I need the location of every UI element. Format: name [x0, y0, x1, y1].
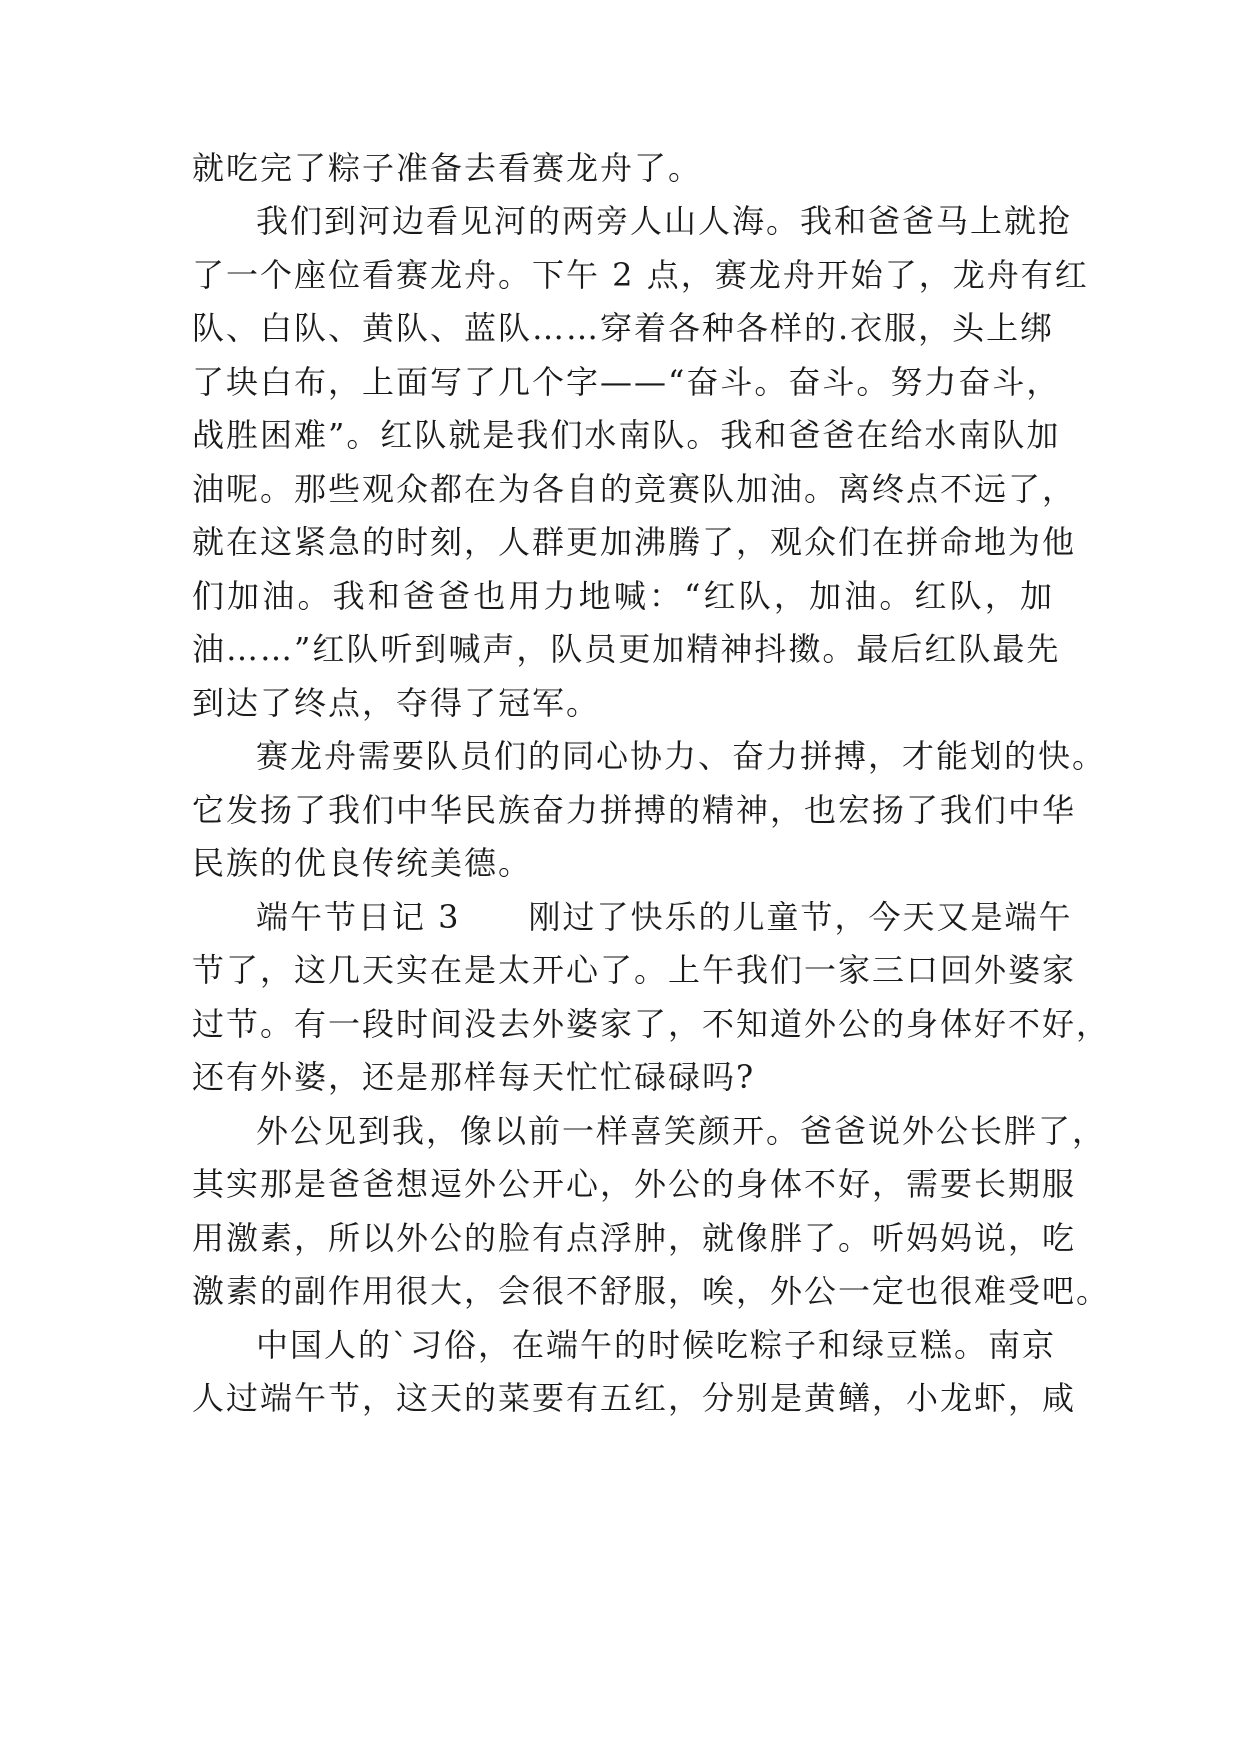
- text-line: 战胜困难”。红队就是我们水南队。我和爸爸在给水南队加: [192, 416, 1061, 454]
- text-line: 了一个座位看赛龙舟。下午 2 点，赛龙舟开始了，龙舟有红: [192, 256, 1089, 294]
- text-line: 它发扬了我们中华民族奋力拼搏的精神，也宏扬了我们中华: [192, 791, 1077, 829]
- text-line: 激素的副作用很大，会很不舒服，唉，外公一定也很难受吧。: [192, 1272, 1111, 1310]
- text-line: 了块白布，上面写了几个字——“奋斗。奋斗。努力奋斗，: [192, 363, 1061, 401]
- text-line: 民族的优良传统美德。: [192, 844, 533, 882]
- text-line: 用激素，所以外公的脸有点浮肿，就像胖了。听妈妈说，吃: [192, 1219, 1077, 1257]
- text-line: 中国人的`习俗，在端午的时候吃粽子和绿豆糕。南京: [256, 1326, 1057, 1364]
- text-line: 节了，这几天实在是太开心了。上午我们一家三口回外婆家: [192, 951, 1077, 989]
- text-line: 我们到河边看见河的两旁人山人海。我和爸爸马上就抢: [256, 202, 1073, 240]
- text-line: 外公见到我，像以前一样喜笑颜开。爸爸说外公长胖了，: [256, 1112, 1107, 1150]
- text-line: 还有外婆，还是那样每天忙忙碌碌吗?: [192, 1058, 756, 1096]
- text-line: 端午节日记 3 刚过了快乐的儿童节，今天又是端午: [256, 898, 1073, 936]
- text-line: 赛龙舟需要队员们的同心协力、奋力拼搏，才能划的快。: [256, 737, 1107, 775]
- text-line: 就吃完了粽子准备去看赛龙舟了。: [192, 149, 703, 187]
- text-line: 队、白队、黄队、蓝队……穿着各种各样的.衣服，头上绑: [192, 309, 1055, 347]
- text-line: 油呢。那些观众都在为各自的竞赛队加油。离终点不远了，: [192, 470, 1077, 508]
- text-line: 们加油。我和爸爸也用力地喊：“红队，加油。红队，加: [192, 577, 1054, 615]
- text-line: 过节。有一段时间没去外婆家了，不知道外公的身体好不好，: [192, 1005, 1111, 1043]
- text-line: 油……”红队听到喊声，队员更加精神抖擞。最后红队最先: [192, 630, 1061, 668]
- text-line: 人过端午节，这天的菜要有五红，分别是黄鳝，小龙虾，咸: [192, 1379, 1077, 1417]
- text-line: 其实那是爸爸想逗外公开心，外公的身体不好，需要长期服: [192, 1165, 1077, 1203]
- text-line: 就在这紧急的时刻，人群更加沸腾了，观众们在拼命地为他: [192, 523, 1077, 561]
- text-line: 到达了终点，夺得了冠军。: [192, 684, 601, 722]
